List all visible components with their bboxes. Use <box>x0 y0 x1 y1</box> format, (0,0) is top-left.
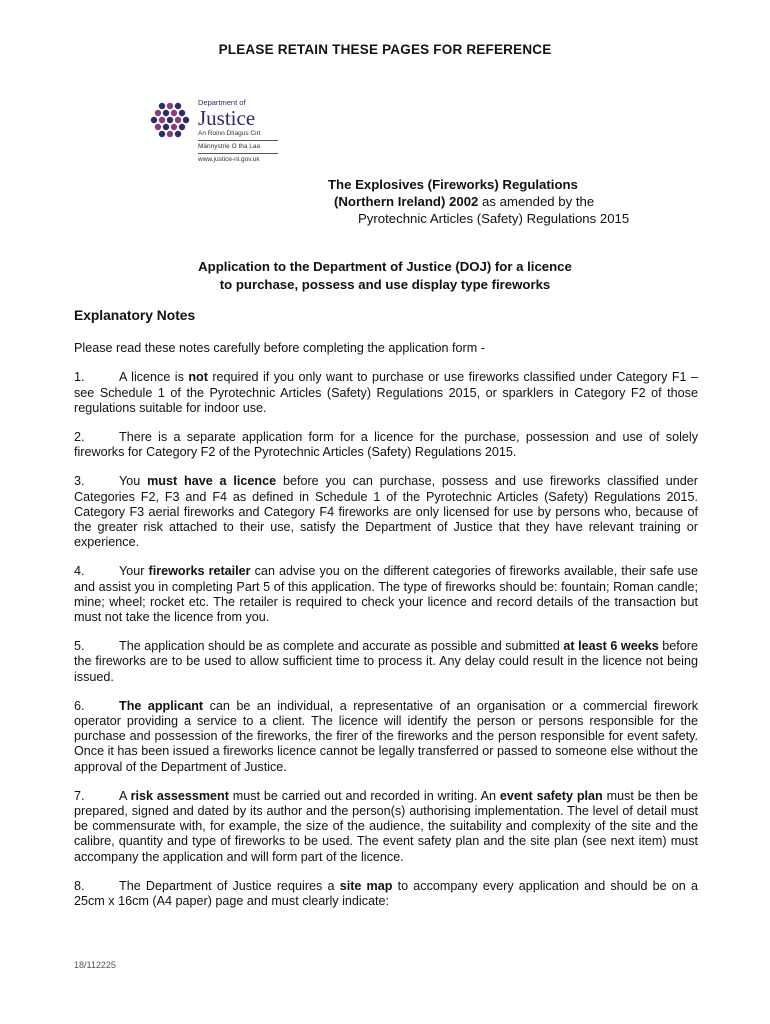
note-text: Your <box>119 564 149 579</box>
note-paragraph <box>74 564 698 625</box>
application-title-line-2: to purchase, possess and use display type fireworks <box>219 277 551 292</box>
note-paragraph <box>74 699 698 775</box>
note-text: The application should be as complete and accurate as possible and submitted <box>119 639 564 654</box>
note-text: The Department of Justice requires a <box>119 878 340 893</box>
note-paragraph <box>74 430 698 460</box>
logo-dot <box>179 124 185 130</box>
logo-dot <box>179 110 185 116</box>
regulations-title <box>328 176 658 227</box>
note-emphasis: not <box>188 370 208 385</box>
logo-dot <box>167 103 173 109</box>
note-paragraph <box>74 474 698 550</box>
note-number: 4. <box>74 564 85 579</box>
regulations-line-2-rest: as amended by the <box>478 194 595 209</box>
note-text: You <box>119 474 148 489</box>
note-text: can be an individual, a representative of an organisation or a commercial firework operator providing a service to a client. The licence will identify the person or persons responsible for the purchase and possession of the fireworks, the firer of the fireworks and the person responsible for event safety. Once it has been issued a fireworks licence cannot be legally transferred or passed to someone else without the approval of the Department of Justice. <box>74 698 699 774</box>
logo-dot <box>163 110 169 116</box>
logo-divider <box>198 153 278 154</box>
note-number: 2. <box>74 430 85 445</box>
logo-dot <box>171 124 177 130</box>
logo-ulster-scots: Männystrie O tha Laa <box>198 143 261 150</box>
logo-dot <box>159 117 165 123</box>
logo-dot <box>175 103 181 109</box>
logo-dot <box>167 117 173 123</box>
logo-dot <box>183 117 189 123</box>
note-paragraph <box>74 370 698 416</box>
note-text: required if you only want to purchase or use fireworks classified under Category F1 – see Schedule 1 of the Pyrotechnic Articles (Safety) Regulations 2015, or sparklers in Category F2 of those regulations suitable for indoor use. <box>74 370 699 415</box>
note-emphasis: event safety plan <box>499 788 603 803</box>
page-heading: PLEASE RETAIN THESE PAGES FOR REFERENCE <box>218 42 552 57</box>
regulations-line-1: The Explosives (Fireworks) Regulations <box>328 177 578 192</box>
logo-department: Department of <box>198 98 246 107</box>
note-emphasis: must have a licence <box>147 474 277 489</box>
notes-heading: Explanatory Notes <box>74 308 196 323</box>
note-emphasis: The applicant <box>119 698 204 713</box>
logo-dot <box>151 117 157 123</box>
note-text: A licence is <box>119 370 189 385</box>
note-number: 6. <box>74 698 85 713</box>
logo-dot <box>155 124 161 130</box>
note-number: 7. <box>74 788 85 803</box>
logo-dot <box>167 131 173 137</box>
document-reference-code: 18/112225 <box>74 960 116 970</box>
explanatory-notes <box>74 308 698 923</box>
logo-divider <box>198 140 278 141</box>
regulations-line-2 <box>328 193 658 210</box>
note-text: can advise you on the different categories of fireworks available, their safe use and assist you in completing Part 5 of this application. The type of fireworks should be: fountain; Roman candle; mine; wheel; rocket etc. The retailer is required to check your licence and record details of the transaction but must not take the licence from you. <box>74 564 698 625</box>
note-text: to accompany every application and should be on a 25cm x 16cm (A4 paper) page and must clearly indicate: <box>74 878 698 909</box>
doj-logo <box>148 98 298 188</box>
note-text: before you can purchase, possess and use fireworks classified under Categories F2, F3 and F4 as defined in Schedule 1 of the Pyrotechnic Articles (Safety) Regulations 2015. Category F3 aerial fireworks and Category F4 fireworks are only licensed for use by persons who, because of the greater risk attached to their use, satisfy the Department of Justice that they have relevant training or experience. <box>74 474 698 550</box>
logo-dot <box>175 117 181 123</box>
logo-irish: An Roinn Dlíagus Cirt <box>198 130 261 137</box>
note-text: There is a separate application form for a licence for the purchase, possession and use of solely fireworks for Category F2 of the Pyrotechnic Articles (Safety) Regulations 2015. <box>74 430 698 460</box>
logo-dot <box>155 110 161 116</box>
note-text: must be carried out and recorded in writing. An <box>228 788 500 803</box>
note-number: 8. <box>74 878 85 893</box>
note-emphasis: at least 6 weeks <box>563 639 659 654</box>
note-emphasis: risk assessment <box>130 788 229 803</box>
note-emphasis: fireworks retailer <box>148 564 251 579</box>
note-emphasis: site map <box>339 878 393 893</box>
logo-dot <box>163 124 169 130</box>
logo-dot <box>159 103 165 109</box>
note-number: 3. <box>74 474 85 489</box>
note-text: A <box>119 788 131 803</box>
note-paragraph <box>74 879 698 909</box>
note-text: before the fireworks are to be used to allow sufficient time to process it. Any delay could result in the licence not being issued. <box>74 639 699 684</box>
logo-dot <box>171 110 177 116</box>
notes-intro: Please read these notes carefully before completing the application form - <box>74 341 485 356</box>
note-paragraph <box>74 789 698 865</box>
application-title-line-1: Application to the Department of Justice (DOJ) for a licence <box>198 259 572 274</box>
regulations-line-2-bold: (Northern Ireland) 2002 <box>334 194 479 209</box>
logo-dot <box>159 131 165 137</box>
logo-url: www.justice-ni.gov.uk <box>198 156 260 163</box>
note-paragraph <box>74 639 698 685</box>
note-text: must be then be prepared, signed and dated by its author and the person(s) authorising implementation. The level of detail must be commensurate with, for example, the size of the audience, the suitability and complexity of the site and the calibre, quantity and type of fireworks to be used. The event safety plan and the site plan (see next item) must accompany the application and will form part of the licence. <box>74 788 698 864</box>
application-title <box>0 258 770 294</box>
note-number: 5. <box>74 639 85 654</box>
regulations-line-3: Pyrotechnic Articles (Safety) Regulations 2015 <box>358 211 630 226</box>
note-number: 1. <box>74 370 85 385</box>
logo-dot <box>175 131 181 137</box>
doj-logo-mark-icon <box>148 100 192 144</box>
logo-name: Justice <box>198 106 256 130</box>
notes-list <box>74 370 698 909</box>
